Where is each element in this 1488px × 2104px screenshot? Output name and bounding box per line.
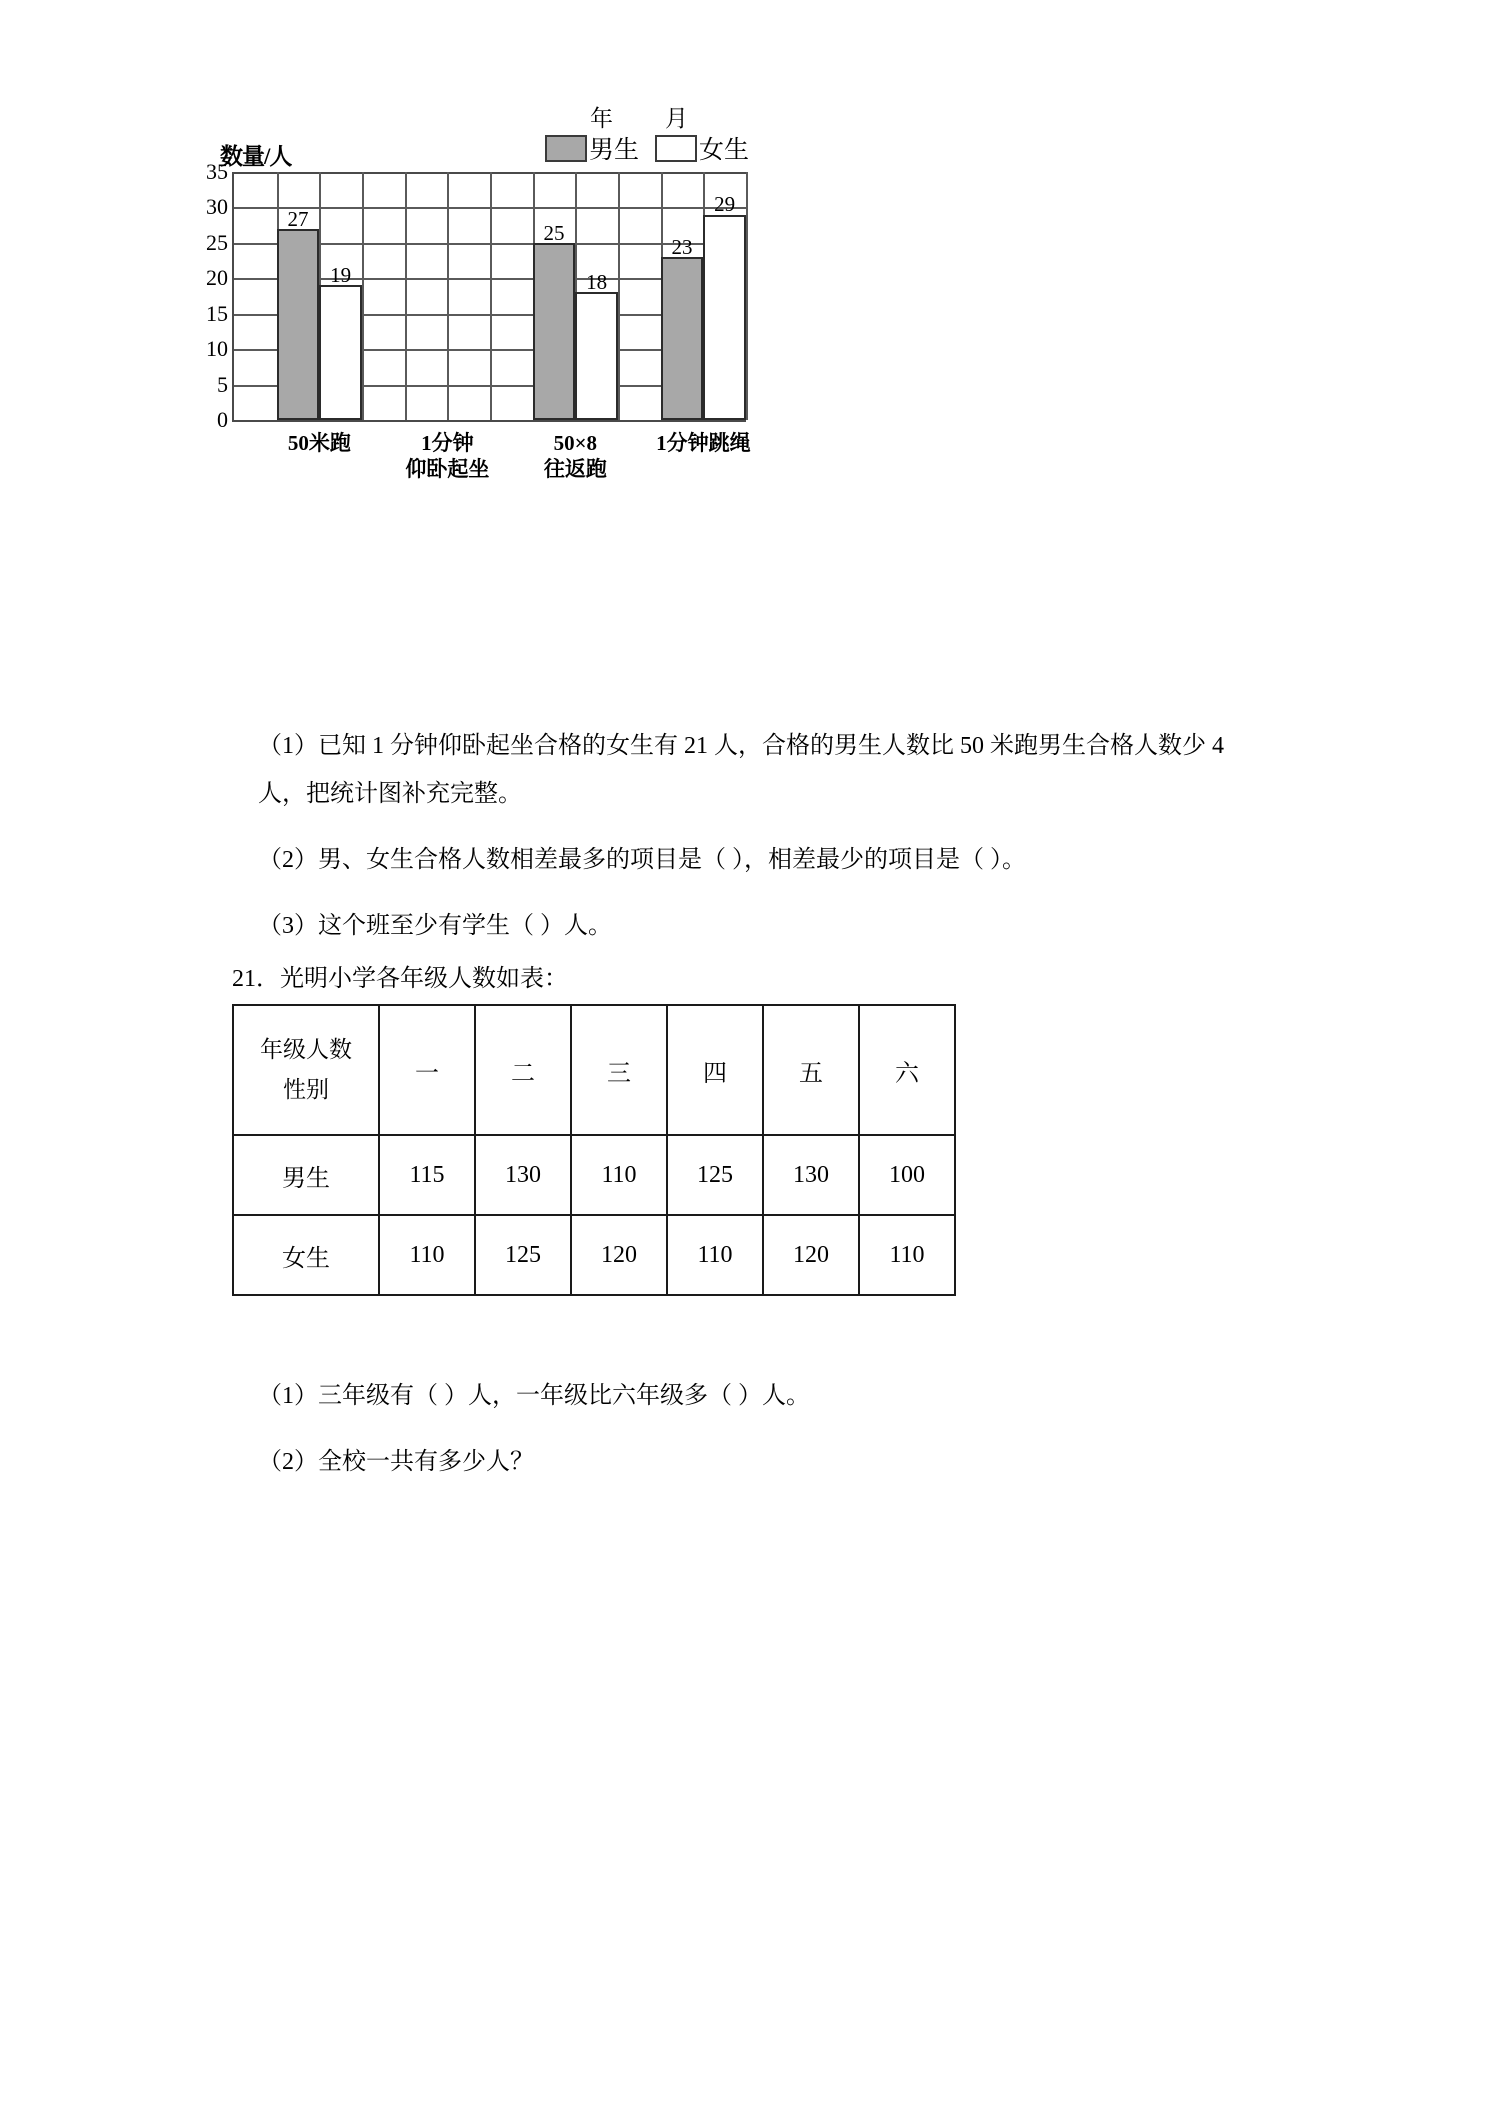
table-column-header: 一 [379,1005,475,1135]
bar-female [703,192,746,420]
bar-value-label: 23 [671,234,693,259]
gridline-vertical [447,172,449,420]
x-axis-category-line: 50×8 [553,431,598,455]
x-axis-category-line: 仰卧起坐 [405,457,490,482]
chart-questions-block [258,722,1258,968]
x-axis-category-line: 1分钟 [421,431,474,455]
x-axis-category-label [656,430,751,456]
table-cell: 125 [667,1135,763,1215]
bar-value-label: 18 [586,270,608,295]
table-cell: 110 [859,1215,955,1295]
x-axis-category-line: 50米跑 [287,431,351,455]
y-axis-tick-label: 0 [217,407,228,432]
legend-label-male: 男生 [589,137,640,164]
table-column-header: 四 [667,1005,763,1135]
y-axis-tick-label: 15 [206,300,228,326]
table-row-label: 男生 [233,1135,379,1215]
table-questions-block [258,1372,1258,1504]
x-axis-category-line: 往返跑 [543,457,607,482]
chart-question-3: （3）这个班至少有学生（ ）人。 [258,913,612,939]
x-axis-category-label [405,430,489,483]
bar-male [661,234,704,420]
chart-question-2: （2）男、女生合格人数相差最多的项目是（ ），相差最少的项目是（ ）。 [258,847,1026,873]
table-row [233,1135,955,1215]
table-cell: 120 [763,1215,859,1295]
table-question-2: （2）全校一共有多少人？ [258,1449,534,1475]
y-axis-tick-label: 35 [206,159,228,184]
table-cell: 110 [571,1135,667,1215]
chart-question-1: （1）已知 1 分钟仰卧起坐合格的女生有 21 人，合格的男生人数比 50 米跑男生合格人数少 4 人，把统计图补充完整。 [258,733,1224,807]
corner-header-bottom: 性别 [283,1077,329,1102]
bar-male [277,206,320,420]
gridline-vertical [362,172,364,420]
table-header-row [233,1005,955,1135]
table-cell: 130 [763,1135,859,1215]
y-axis-title: 数量/人 [220,144,292,169]
bar-chart-figure [190,100,810,620]
legend-swatch-male [545,135,587,162]
bar-value-label: 19 [330,263,352,288]
table-cell: 110 [667,1215,763,1295]
table-column-header: 二 [475,1005,571,1135]
table-cell: 120 [571,1215,667,1295]
x-axis-category-label [544,430,607,483]
bar-value-label: 27 [287,206,309,231]
table-column-header: 五 [763,1005,859,1135]
corner-header-top: 年级人数 [260,1036,352,1062]
gridline-vertical [746,172,748,420]
y-axis-tick-label: 10 [206,336,228,362]
bar-male [533,220,576,420]
y-axis-tick-label: 5 [217,371,228,397]
gridline-vertical [490,172,492,420]
y-axis-tick-label: 25 [206,229,228,255]
grade-population-table [232,1004,956,1296]
y-axis-tick-label: 30 [206,194,228,220]
table-row-label: 女生 [233,1215,379,1295]
y-axis-tick-label: 20 [206,265,228,291]
gridline-vertical [405,172,407,420]
bar-value-label: 25 [543,220,565,245]
bar-value-label: 29 [714,192,736,217]
year-label: 年 [590,106,613,131]
table-cell: 110 [379,1215,475,1295]
table-column-header: 三 [571,1005,667,1135]
x-axis-category-line: 1分钟跳绳 [656,431,751,455]
x-axis-category-label [288,430,351,456]
month-label: 月 [665,106,688,131]
legend-swatch-female [655,135,697,162]
bar-female [319,263,362,420]
table-row [233,1215,955,1295]
gridline-vertical [618,172,620,420]
problem-21-title: 21．光明小学各年级人数如表： [232,966,568,992]
date-blank-line [590,100,750,133]
table-cell: 100 [859,1135,955,1215]
table-column-header: 六 [859,1005,955,1135]
table-corner-header [233,1005,379,1135]
table-cell: 130 [475,1135,571,1215]
chart-plot-area [206,159,751,482]
table-question-1: （1）三年级有（ ）人，一年级比六年级多（ ）人。 [258,1383,810,1409]
bar-female [575,270,618,420]
chart-legend [545,130,765,166]
table-cell: 115 [379,1135,475,1215]
table-cell: 125 [475,1215,571,1295]
legend-label-female: 女生 [699,137,750,164]
